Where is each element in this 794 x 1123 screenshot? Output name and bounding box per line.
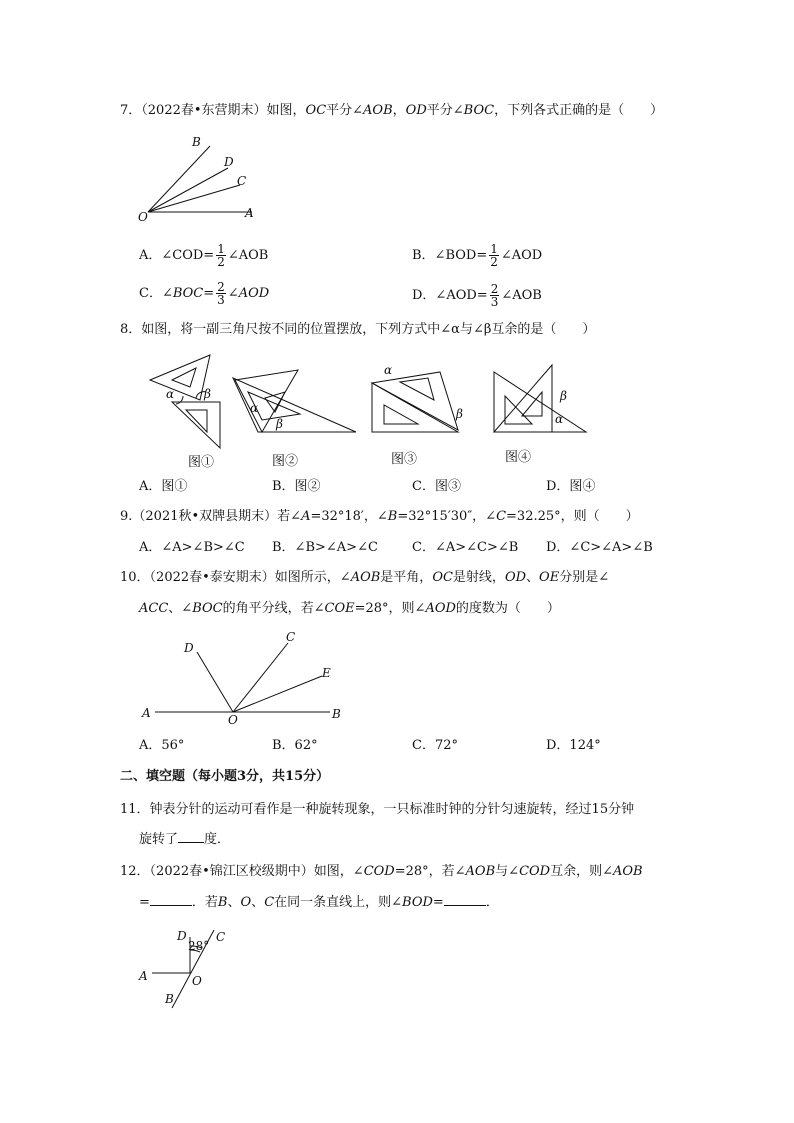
fig4-alpha: α bbox=[555, 412, 564, 426]
fig3-alpha: α bbox=[384, 363, 393, 377]
q8-caption-4: 图④ bbox=[505, 450, 532, 465]
label-a: A bbox=[139, 969, 148, 983]
label-a: A bbox=[142, 706, 151, 720]
fig1-beta: β bbox=[204, 387, 211, 401]
q8-stem: 8．如图，将一副三角尺按不同的位置摆放，下列方式中∠α与∠β互余的是（ ） bbox=[120, 322, 596, 337]
fig1-alpha: α bbox=[166, 387, 175, 401]
q8-caption-1: 图① bbox=[188, 455, 215, 470]
q11-line1: 11．钟表分针的运动可看作是一种旋转现象，一只标准时钟的分针匀速旋转，经过15分钟 bbox=[120, 802, 635, 817]
q8-caption-2: 图② bbox=[272, 454, 299, 469]
q11-line2: 旋转了 度． bbox=[139, 832, 231, 847]
section2-title: 二、填空题（每小题3分，共15分） bbox=[120, 769, 330, 784]
fig4-beta: β bbox=[560, 389, 567, 403]
q8-option-b[interactable]: B．图② bbox=[272, 479, 321, 494]
q12-line1: 12．（2022春•锦江区校级期中）如图，∠COD=28°，若∠AOB与∠COD互余，则∠AOB bbox=[120, 864, 643, 879]
q10-option-b[interactable]: B．62° bbox=[272, 738, 318, 753]
q10-option-c[interactable]: C．72° bbox=[412, 738, 458, 753]
label-o: O bbox=[138, 210, 148, 224]
q7-option-a[interactable]: A．∠COD= $\frac{1}{2}$ ∠AOB bbox=[139, 242, 269, 269]
q12-line2: = ．若B、O、C在同一条直线上，则∠BOD= ． bbox=[139, 895, 499, 910]
label-e: E bbox=[322, 666, 331, 680]
q9-option-d[interactable]: D．∠C>∠A>∠B bbox=[546, 540, 653, 555]
q7-option-d[interactable]: D．∠AOD= $\frac{2}{3}$ ∠AOB bbox=[412, 282, 542, 309]
label-c: C bbox=[216, 930, 226, 944]
label-d: D bbox=[177, 929, 187, 943]
q9-option-c[interactable]: C．∠A>∠C>∠B bbox=[412, 540, 519, 555]
q8-option-a[interactable]: A．图① bbox=[139, 479, 188, 494]
fig2-alpha: α bbox=[250, 401, 259, 415]
label-c: C bbox=[237, 174, 247, 188]
label-28: 28° bbox=[188, 939, 210, 953]
q10-option-a[interactable]: A．56° bbox=[139, 738, 185, 753]
q8-caption-3: 图③ bbox=[391, 452, 418, 467]
q10-option-d[interactable]: D．124° bbox=[546, 738, 601, 753]
q7-option-c[interactable]: C．∠BOC= $\frac{2}{3}$ ∠AOD bbox=[139, 280, 270, 307]
q7-stem: 7．（2022春•东营期末）如图，OC平分∠AOB，OD平分∠BOC，下列各式正确的是（ ） bbox=[120, 103, 664, 118]
q9-stem: 9.（2021秋•双牌县期末）若∠A=32°18′，∠B=32°15′30″，∠C=32.25°，则（ ） bbox=[120, 509, 639, 524]
label-d: D bbox=[184, 641, 194, 655]
label-c: C bbox=[286, 630, 296, 644]
q8-option-c[interactable]: C．图③ bbox=[412, 479, 461, 494]
label-b: B bbox=[192, 135, 201, 149]
q7-option-b[interactable]: B．∠BOD= $\frac{1}{2}$ ∠AOD bbox=[412, 242, 543, 269]
label-a: A bbox=[245, 206, 254, 220]
fig3-beta: β bbox=[456, 407, 463, 421]
label-b: B bbox=[332, 707, 341, 721]
q9-option-b[interactable]: B．∠B>∠A>∠C bbox=[272, 540, 378, 555]
fig2-beta: β bbox=[276, 417, 283, 431]
q9-option-a[interactable]: A．∠A>∠B>∠C bbox=[139, 540, 245, 555]
q10-stem-line2: ACC、∠BOC的角平分线，若∠COE=28°，则∠AOD的度数为（ ） bbox=[139, 601, 560, 616]
label-o: O bbox=[192, 974, 202, 988]
label-o: O bbox=[228, 713, 238, 727]
q10-stem-line1: 10．（2022春•泰安期末）如图所示，∠AOB是平角，OC是射线，OD、OE分别是∠ bbox=[120, 570, 610, 585]
label-b: B bbox=[165, 992, 174, 1006]
label-d: D bbox=[224, 155, 234, 169]
q8-option-d[interactable]: D．图④ bbox=[546, 479, 596, 494]
